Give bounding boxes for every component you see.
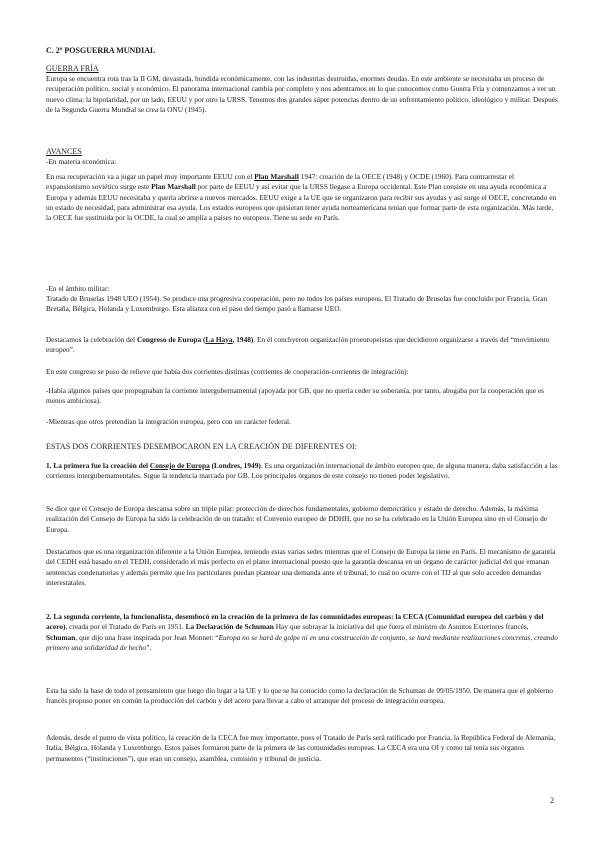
oi-heading: ESTAS DOS CORRIENTES DESEMBOCARON EN LA CREACIÓN DE DIFERENTES OI:	[46, 442, 358, 451]
consejo-paragraph	[46, 461, 558, 482]
economica-text-1: En esa recuperación va a jugar un papel muy importante EEUU con el	[46, 172, 255, 181]
ceca-text-4: ”.	[146, 642, 152, 652]
section-title: C. 2º POSGUERRA MUNDIAL	[46, 46, 156, 55]
congreso-text-2: . En él conchyeron organización proeuropeistas que decidieron organizarse a través del “movimiento europeo”.	[46, 335, 550, 355]
ceca-paragraph: Además, desde el punto de vista político, la creación de la CECA fue muy importante, pues el Tratado de París será ratificado por Francia, la República Federal de Alemania, Italia, Bélgica, Holanda y Luxemburgo. Estos países formaron parte de la primera de las comunidades europeas. La CECA era una OI y como tal tenía sus órganos permanentes (“instituciones”), que eran un consejo, asamblea, comisión y tribunal de justicia.	[46, 733, 556, 763]
consejo-de-europa-term: Consejo de Europa	[149, 461, 210, 470]
ceca-text-3: , que dijo una frase inspirada por Jean Monnet: “	[75, 632, 219, 642]
plan-marshall-term-2: Plan Marshall	[151, 182, 196, 192]
declaracion-schuman-term: La Declaración de Schuman	[185, 622, 274, 632]
economica-paragraph	[46, 172, 558, 223]
ceca-creation-paragraph	[46, 612, 558, 653]
page-number: 2	[550, 796, 554, 805]
monnet-quote: Europa no se hará de golpe ni en una construcción de conjunto, se hará mediante realizaciones concretas, creando primero una solidaridad de hecho	[46, 632, 558, 652]
consejo-text: . Es una organización internacional de ámbito europeo que, de alguna manera, daba satisfacción a las corrientes intergubernamentales. Sigue la tendencia marcada por GB. Los principales órganos de este consejo no tienen poder legislativo.	[46, 461, 558, 481]
pilares-paragraph: Se dice que el Consejo de Europa descansa sobre un triple pilar: protección de derechos fundamentales, gobierno democrático y estado de derecho. Además, la máxima realización del Consejo de Europa ha sido la celebración de un tratado: el Convenio europeo de DDHH, que no se ha celebrado en la Unión Europea sino en el Consejo de Europa.	[46, 504, 548, 534]
congreso-year: , 1948)	[232, 335, 254, 344]
plan-marshall-term: Plan Marshall	[254, 172, 299, 181]
militar-paragraph: Tratado de Bruselas 1948 UEO (1954). Se produce una progresiva cooperación, pero no todos los países europeos. El Tratado de Bruselas fue concluido por Francia, Gran Bretaña, Bélgica, Holanda y Luxemburgo. Esta alianza con el paso del tiempo pasó a llamarse UEO.	[46, 294, 548, 314]
congreso-term: Congreso de Europa (	[136, 335, 206, 344]
corrientes-intro: En este congreso se puso de relieve que había dos corrientes distintas (corrientes de cooperación-corrientes de integración):	[46, 367, 409, 376]
la-haya-term: La Haya	[205, 335, 233, 344]
segunda-corriente-term: 2. La segunda corriente, la funcionalista, desembocó en la creación de la primera de las comunidades europeas: la CECA (Comunidad europea del carbón y del acero)	[46, 612, 544, 632]
guerra-fria-heading: GUERRA FRÍA	[46, 64, 99, 73]
avances-heading: AVANCES	[46, 147, 82, 156]
economica-text-3: por parte de EEUU y así evitar que la URSS llegase a Europa occidental. Este Plan consiste en una ayuda económica a Europa y además EEUU necesitaba y quería abrirse a nuevos mercados. EEUU exige a la UE que se organizaron para recibir sus ayudas y así surge el OECE, concretando en un estado de necesidad, para administrar esa ayuda. Los estados europeos que quisieran tener ayuda norteamericana tenían que formar parte de esta organización. Más tarde, la OECE fue sustituida por la OCDE, la cual se amplía a países no europeos. Tiene su sede en París.	[46, 182, 557, 222]
economica-label: -En materia económica:	[46, 157, 117, 166]
consejo-place-year: (Londres, 1949)	[209, 461, 261, 470]
guerra-fria-paragraph: Europa se encuentra rota tras la II GM, devastada, hundida económicamente, con las industrias destruidas, enormes deudas. En este ambiente se necesitaba un proceso de recuperación político, social y económico. El panorama internacional cambia por completo y nos adentramos en lo que conocemos como Guerra Fría y comenzamos a ver un nuevo clima: la bipolaridad, por un lado, EEUU y por otro la URSS. Tenemos dos grandes súper potencias dentro de un enfrentamiento político, ideológico y militar. Después de la Segunda Guerra Mundial se crea la ONU (1945).	[46, 74, 558, 114]
congreso-text-1: Destacamos la celebración del	[46, 335, 137, 344]
militar-label: -En el ámbito militar:	[46, 284, 110, 293]
ceca-text-2: Hay que subrayar la iniciativa del que fuera el ministro de Asuntos Exteriores francés,	[273, 622, 529, 632]
tedh-paragraph: Destacamos que es una organización diferente a la Unión Europea, teniendo estas varias sedes mientras que el Consejo de Europa la tiene en París. El mecanismo de garantía del CEDH está basado en el TEDH, considerado el más perfecto en el plano internacional puesto que la garantía descansa en un órgano de carácter judicial del que emanan sentencias condenatorias y además permite que los particulares puedan plantear una demanda ante el tribunal, lo cual no ocurre con el TIJ al que solo acceden demandas interestatales.	[46, 547, 556, 587]
economica-text-2: 1947: creación de la OECE (1948) y OCDE (1960). Para contrarrestar el expansionismo soviético surge este	[46, 172, 515, 192]
corriente-1: -Había algunos países que propugnaban la corriente intergubernamental (apoyada por GB, que no quería ceder su soberanía, por tanto, abogaba por la cooperación que es menos ambiciosa).	[46, 386, 545, 406]
schuman-term: Schuman	[46, 632, 76, 642]
congreso-paragraph	[46, 335, 558, 356]
consejo-lead: 1. La primera fue la creación del	[46, 461, 150, 470]
corriente-2: -Mientras que otros pretendían la integración europea, pero con un carácter federal.	[46, 417, 291, 426]
ceca-text-1: , creada por el Tratado de París en 1951.	[65, 622, 186, 632]
schuman-paragraph: Esta ha sido la base de todo el pensamiento que luego dio lugar a la UE y lo que se ha conocido como la declaración de Schuman de 09/05/1950. De manera que el gobierno francés propuso poner en común la producción del carbón y del acero para llevar a cabo el arranque del proceso de integración europea.	[46, 686, 553, 706]
